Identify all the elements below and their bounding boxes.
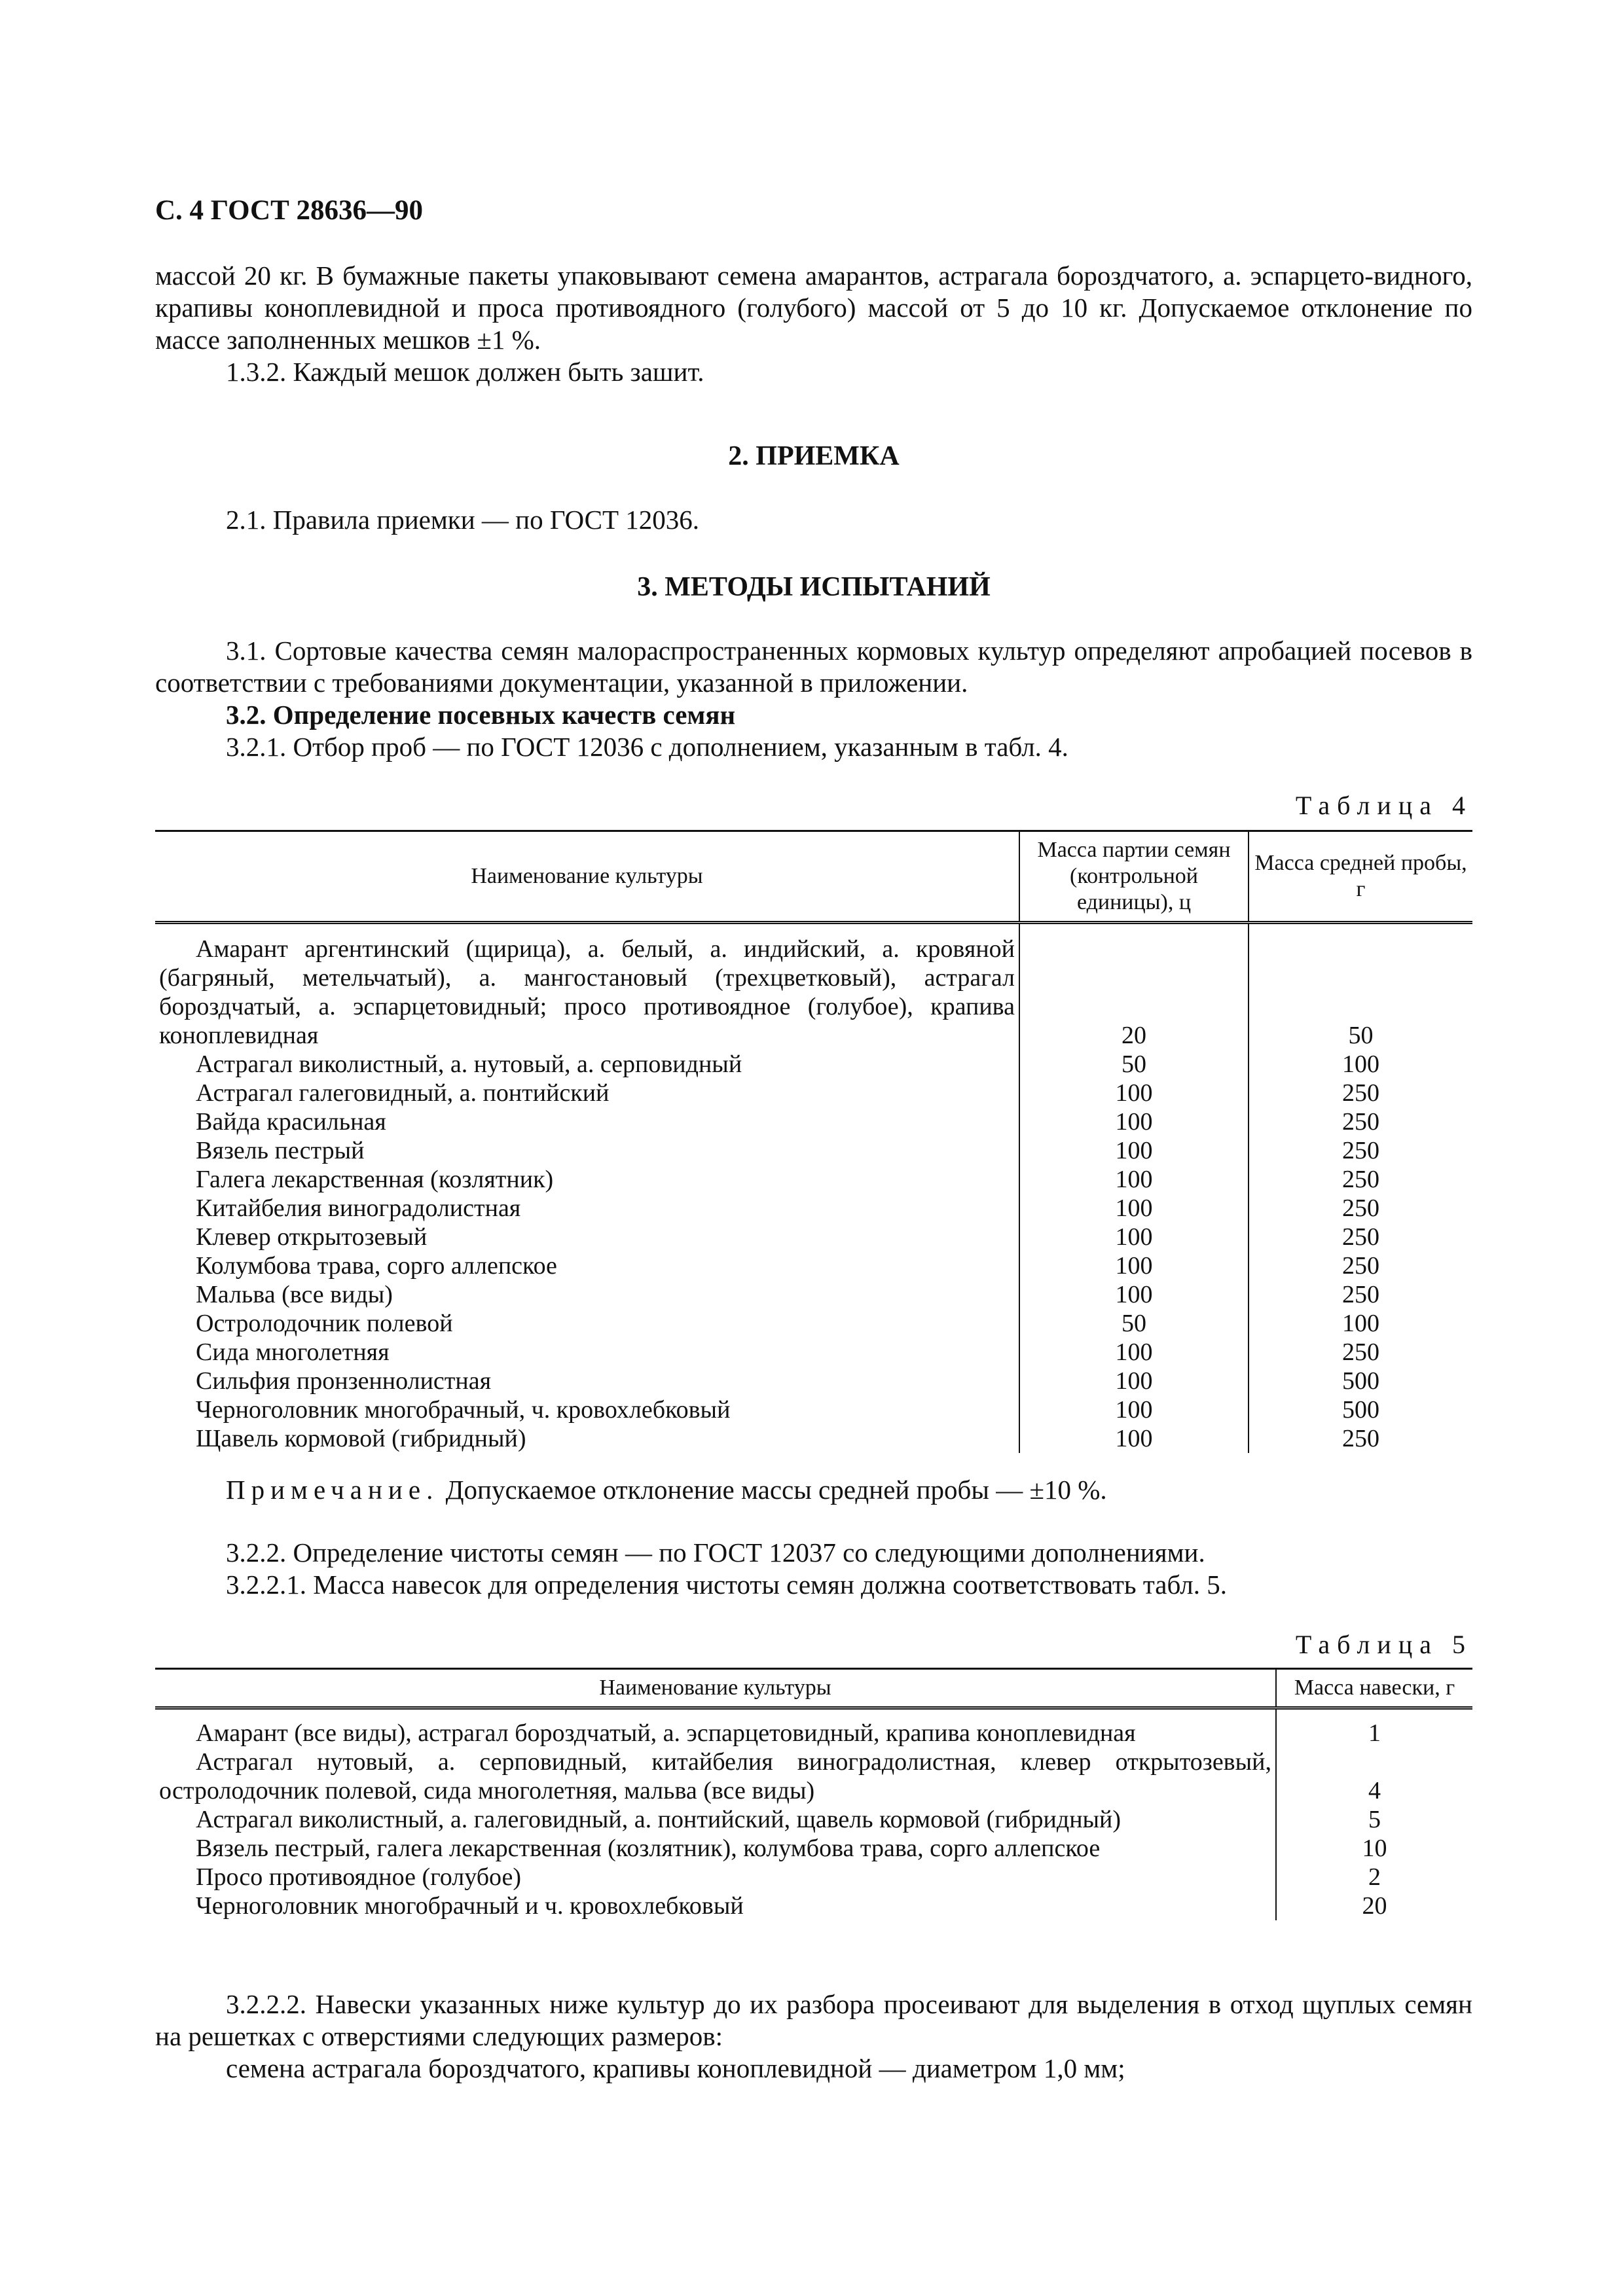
- table-5-cell-mass: 5: [1276, 1805, 1472, 1834]
- section-2-block: [155, 504, 1472, 536]
- table-4-name-text: Сида многолетняя: [196, 1338, 390, 1366]
- table-4-cell-name: [155, 1050, 1019, 1079]
- table-row: [155, 1424, 1472, 1453]
- note-label: Примечание.: [226, 1475, 439, 1505]
- table-4-name-text: Колумбова трава, сорго аллепское: [196, 1252, 557, 1280]
- table-4-cell-lot: 100: [1019, 1367, 1249, 1395]
- table-5-name-text: Просо противоядное (голубое): [196, 1863, 522, 1891]
- purity-paragraph-2: 3.2.2.1. Масса навесок для определения чистоты семян должна соответствовать табл. 5.: [226, 1570, 1228, 1600]
- table-5-name-text: Черноголовник многобрачный и ч. кровохлебковый: [196, 1892, 744, 1920]
- table-4-cell-name: [155, 1338, 1019, 1367]
- table-row: [155, 1892, 1472, 1920]
- table-5-cell-name: [155, 1805, 1276, 1834]
- table-4-cell-lot: 100: [1019, 1280, 1249, 1309]
- table-5-header-name: Наименование культуры: [155, 1669, 1276, 1708]
- table-row: [155, 1165, 1472, 1194]
- section-3-title: 3. МЕТОДЫ ИСПЫТАНИЙ: [637, 572, 991, 602]
- table-4-note: [226, 1474, 1107, 1506]
- table-4-header-lot: Масса партии семян (контрольной единицы), ц: [1019, 831, 1249, 923]
- table-5-cell-mass: 2: [1276, 1863, 1472, 1892]
- table-row: [155, 1834, 1472, 1863]
- table-5-caption: Таблица 5: [1295, 1630, 1472, 1659]
- table-4-cell-name: [155, 1223, 1019, 1251]
- table-4-cell-name: [155, 1424, 1019, 1453]
- table-4-body: [155, 923, 1472, 1454]
- intro-block: [155, 260, 1472, 388]
- sieve-paragraph-1: 3.2.2.2. Навески указанных ниже культур до их разбора просеивают для выделения в отход щуплых семян на решетках с отверстиями следующих размеров:: [155, 1989, 1472, 2051]
- table-4-cell-sample: 250: [1249, 1251, 1472, 1280]
- table-5-cell-name: [155, 1892, 1276, 1920]
- table-5-cell-name: [155, 1834, 1276, 1863]
- table-4-cell-sample: 250: [1249, 1194, 1472, 1223]
- table-row: [155, 1280, 1472, 1309]
- table-4-cell-sample: 250: [1249, 1079, 1472, 1107]
- table-4-cell-name: [155, 1280, 1019, 1309]
- table-4-caption: Таблица 4: [1295, 791, 1472, 820]
- intro-paragraph-2: 1.3.2. Каждый мешок должен быть зашит.: [226, 357, 704, 387]
- table-4-cell-sample: 50: [1249, 923, 1472, 1050]
- table-5-name-text: Астрагал виколистный, а. галеговидный, а. понтийский, щавель кормовой (гибридный): [196, 1806, 1122, 1833]
- page-header: С. 4 ГОСТ 28636—90: [155, 195, 424, 226]
- table-row: [155, 1708, 1472, 1748]
- table-4-cell-sample: 250: [1249, 1107, 1472, 1136]
- table-4-name-text: Остролодочник полевой: [196, 1310, 453, 1337]
- table-row: [155, 1194, 1472, 1223]
- table-4-cell-lot: 100: [1019, 1395, 1249, 1424]
- table-5-header-mass: Масса навески, г: [1276, 1669, 1472, 1708]
- table-row: [155, 1251, 1472, 1280]
- table-4-name-text: Вязель пестрый: [196, 1137, 365, 1164]
- table-row: [155, 1395, 1472, 1424]
- table-4-cell-sample: 500: [1249, 1395, 1472, 1424]
- table-4-name-text: Астрагал виколистный, а. нутовый, а. серповидный: [196, 1050, 742, 1078]
- sieve-block: [155, 1988, 1472, 2085]
- section-3-paragraph-2: 3.2.1. Отбор проб — по ГОСТ 12036 с дополнением, указанным в табл. 4.: [226, 732, 1068, 762]
- table-5-name-text: Астрагал нутовый, а. серповидный, китайбелия виноградолистная, клевер открытозевый, остролодочник полевой, сида многолетняя, мальва (все виды): [159, 1748, 1271, 1804]
- table-4-cell-sample: 100: [1249, 1309, 1472, 1338]
- table-row: [155, 1079, 1472, 1107]
- table-5-cell-name: [155, 1708, 1276, 1748]
- table-4-cell-lot: 20: [1019, 923, 1249, 1050]
- table-5-cell-mass: 4: [1276, 1748, 1472, 1805]
- table-row: [155, 1805, 1472, 1834]
- section-3-block: [155, 635, 1472, 763]
- table-row: [155, 1863, 1472, 1892]
- table-4-cell-name: [155, 1309, 1019, 1338]
- table-4-cell-sample: 250: [1249, 1424, 1472, 1453]
- table-5: [155, 1668, 1472, 1920]
- table-4-name-text: Астрагал галеговидный, а. понтийский: [196, 1079, 610, 1107]
- table-4-cell-lot: 50: [1019, 1050, 1249, 1079]
- table-row: [155, 1338, 1472, 1367]
- table-4-cell-name: [155, 1136, 1019, 1165]
- table-4-cell-sample: 250: [1249, 1223, 1472, 1251]
- table-4-cell-sample: 250: [1249, 1136, 1472, 1165]
- table-4-cell-name: [155, 1194, 1019, 1223]
- table-4-header-name: Наименование культуры: [155, 831, 1019, 923]
- table-4-cell-lot: 100: [1019, 1136, 1249, 1165]
- purity-block: [155, 1537, 1472, 1601]
- table-4-name-text: Клевер открытозевый: [196, 1223, 428, 1251]
- table-5-name-text: Амарант (все виды), астрагал бороздчатый, а. эспарцетовидный, крапива коноплевидная: [196, 1719, 1136, 1747]
- section-2-paragraph: 2.1. Правила приемки — по ГОСТ 12036.: [226, 505, 700, 535]
- table-4-cell-sample: 500: [1249, 1367, 1472, 1395]
- table-4-cell-lot: 100: [1019, 1223, 1249, 1251]
- table-4-name-text: Амарант аргентинский (щирица), а. белый, а. индийский, а. кровяной (багряный, метельчатый), а. мангостановый (трехцветковый), астрагал бороздчатый, а. эспарцетовидный; просо противоядное (голубое), крапива коноплевидная: [159, 935, 1015, 1049]
- table-4-name-text: Галега лекарственная (козлятник): [196, 1166, 554, 1193]
- section-2-title: 2. ПРИЕМКА: [728, 441, 900, 471]
- section-3-paragraph-1: 3.1. Сортовые качества семян малораспространенных кормовых культур определяют апробацией посевов в соответствии с требованиями документации, указанной в приложении.: [155, 636, 1472, 698]
- table-4-name-text: Щавель кормовой (гибридный): [196, 1425, 526, 1452]
- table-5-cell-mass: 10: [1276, 1834, 1472, 1863]
- intro-paragraph: массой 20 кг. В бумажные пакеты упаковывают семена амарантов, астрагала бороздчатого, а. эспарцето-видного, крапивы коноплевидной и проса противоядного (голубого) массой от 5 до 10 кг. Допускаемое отклонение по массе заполненных мешков ±1 %.: [155, 260, 1472, 355]
- table-4-cell-sample: 100: [1249, 1050, 1472, 1079]
- table-5-cell-mass: 20: [1276, 1892, 1472, 1920]
- table-4-cell-name: [155, 1079, 1019, 1107]
- table-4-cell-name: [155, 1367, 1019, 1395]
- table-4-cell-sample: 250: [1249, 1338, 1472, 1367]
- table-4-cell-lot: 50: [1019, 1309, 1249, 1338]
- note-text: Допускаемое отклонение массы средней пробы — ±10 %.: [445, 1475, 1107, 1505]
- table-4-cell-lot: 100: [1019, 1424, 1249, 1453]
- table-4-cell-lot: 100: [1019, 1338, 1249, 1367]
- table-4-name-text: Черноголовник многобрачный, ч. кровохлебковый: [196, 1396, 731, 1424]
- table-5-cell-name: [155, 1863, 1276, 1892]
- table-row: [155, 1367, 1472, 1395]
- table-4-name-text: Китайбелия виноградолистная: [196, 1194, 521, 1222]
- table-row: [155, 1107, 1472, 1136]
- table-4-cell-name: [155, 923, 1019, 1050]
- table-row: [155, 923, 1472, 1050]
- table-4-cell-name: [155, 1165, 1019, 1194]
- table-4-name-text: Мальва (все виды): [196, 1281, 393, 1308]
- table-4: [155, 830, 1472, 1453]
- table-4-cell-lot: 100: [1019, 1251, 1249, 1280]
- table-4-cell-name: [155, 1107, 1019, 1136]
- table-row: [155, 1136, 1472, 1165]
- table-4-header-sample: Масса средней пробы, г: [1249, 831, 1472, 923]
- table-5-name-text: Вязель пестрый, галега лекарственная (козлятник), колумбова трава, сорго аллепское: [196, 1835, 1101, 1862]
- table-5-cell-mass: 1: [1276, 1708, 1472, 1748]
- table-4-cell-name: [155, 1395, 1019, 1424]
- table-row: [155, 1748, 1472, 1805]
- table-4-cell-lot: 100: [1019, 1107, 1249, 1136]
- table-5-cell-name: [155, 1748, 1276, 1805]
- table-4-cell-sample: 250: [1249, 1165, 1472, 1194]
- table-row: [155, 1223, 1472, 1251]
- table-4-cell-lot: 100: [1019, 1079, 1249, 1107]
- table-4-name-text: Сильфия пронзеннолистная: [196, 1367, 492, 1395]
- table-4-name-text: Вайда красильная: [196, 1108, 386, 1136]
- table-4-cell-name: [155, 1251, 1019, 1280]
- table-4-cell-lot: 100: [1019, 1165, 1249, 1194]
- table-5-body: [155, 1708, 1472, 1921]
- table-row: [155, 1050, 1472, 1079]
- purity-paragraph-1: 3.2.2. Определение чистоты семян — по ГОСТ 12037 со следующими дополнениями.: [226, 1537, 1205, 1568]
- table-4-cell-lot: 100: [1019, 1194, 1249, 1223]
- section-3-subheading: 3.2. Определение посевных качеств семян: [226, 700, 736, 730]
- table-row: [155, 1309, 1472, 1338]
- sieve-paragraph-2: семена астрагала бороздчатого, крапивы коноплевидной — диаметром 1,0 мм;: [226, 2053, 1125, 2083]
- table-4-cell-sample: 250: [1249, 1280, 1472, 1309]
